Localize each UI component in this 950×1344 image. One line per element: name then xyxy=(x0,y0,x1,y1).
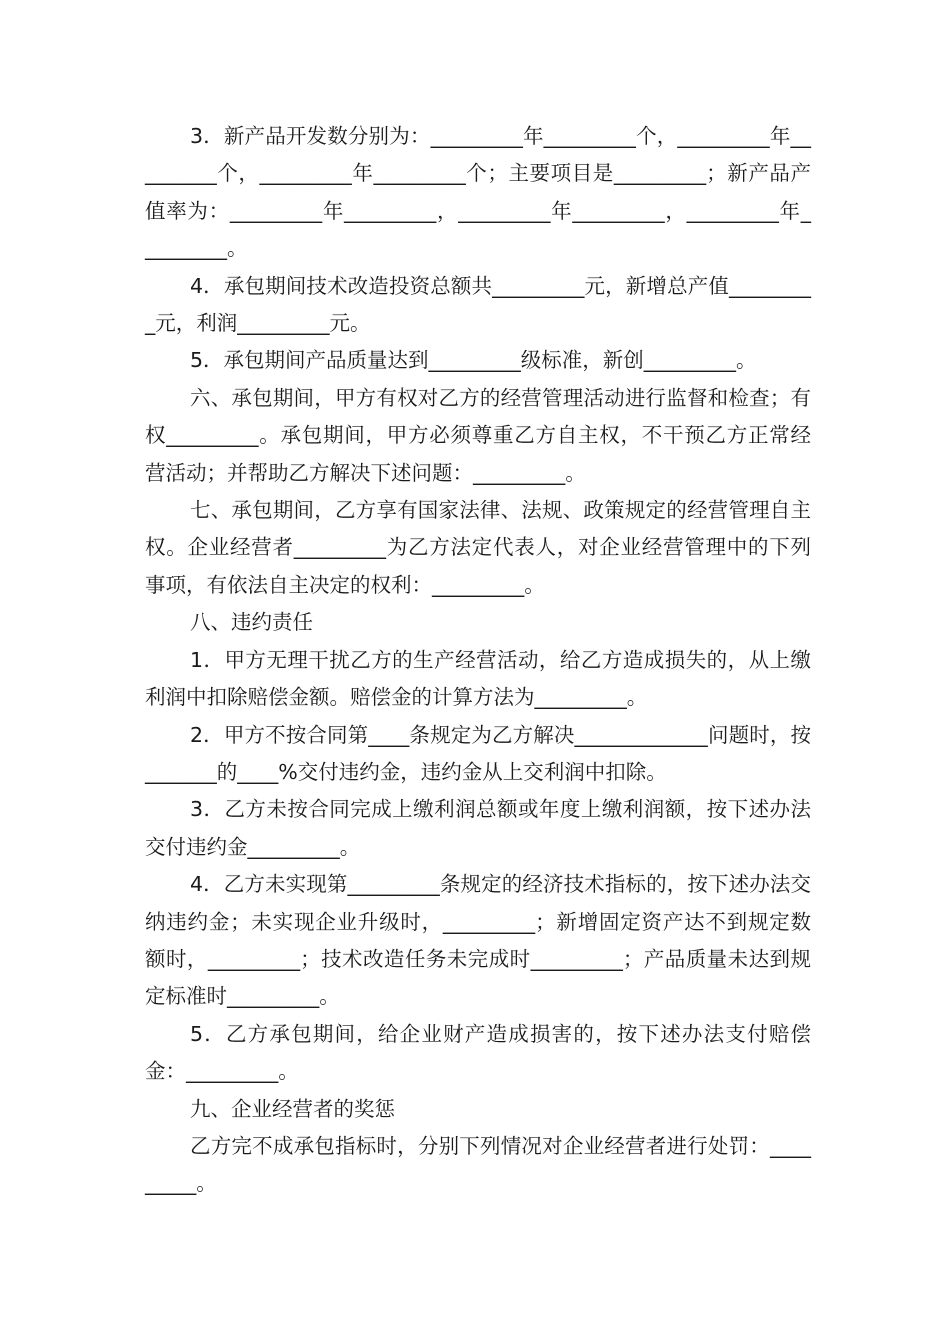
heading-rewards-penalties: 九、企业经营者的奖惩 xyxy=(190,1096,395,1121)
contract-page xyxy=(145,118,811,1203)
paragraph-section-six: 六、承包期间，甲方有权对乙方的经营管理活动进行监督和检查；有权_________。承包期间，甲方必须尊重乙方自主权，不干预乙方正常经营活动；并帮助乙方解决下述问题：_________。 xyxy=(145,385,811,485)
paragraph-section-seven: 七、承包期间，乙方享有国家法律、法规、政策规定的经营管理自主权。企业经营者_________为乙方法定代表人，对企业经营管理中的下列事项，有依法自主决定的权利：_________。 xyxy=(145,498,811,597)
heading-breach-liability: 八、违约责任 xyxy=(190,610,313,635)
paragraph-breach-5: 5．乙方承包期间，给企业财产造成损害的，按下述办法支付赔偿金：_________。 xyxy=(145,1021,811,1084)
paragraph-penalty: 乙方完不成承包指标时，分别下列情况对企业经营者进行处罚：_________。 xyxy=(145,1133,811,1196)
paragraph-breach-1: 1．甲方无理干扰乙方的生产经营活动，给乙方造成损失的，从上缴利润中扣除赔偿金额。赔偿金的计算方法为_________。 xyxy=(145,647,811,710)
paragraph-breach-4: 4．乙方未实现第_________条规定的经济技术指标的，按下述办法交纳违约金；未实现企业升级时，_________；新增固定资产达不到规定数额时，_________；技术改造任务未完成时_________；产品质量未达到规定标准时_________。 xyxy=(145,872,811,1009)
paragraph-new-product: 3．新产品开发数分别为：_________年_________个，_________年_________个，_________年_________个；主要项目是_________；新产品产值率为：_________年_________，_________年_________，_________年_________。 xyxy=(145,124,811,261)
paragraph-quality: 5．承包期间产品质量达到_________级标准，新创_________。 xyxy=(190,348,757,373)
paragraph-breach-3: 3．乙方未按合同完成上缴利润总额或年度上缴利润额，按下述办法交付违约金_________。 xyxy=(145,797,811,859)
paragraph-breach-2: 2．甲方不按合同第____条规定为乙方解决_____________问题时，按_______的____%交付违约金，违约金从上交利润中扣除。 xyxy=(145,722,811,784)
paragraph-tech-investment: 4．承包期间技术改造投资总额共_________元，新增总产值_________元，利润_________元。 xyxy=(145,273,811,336)
